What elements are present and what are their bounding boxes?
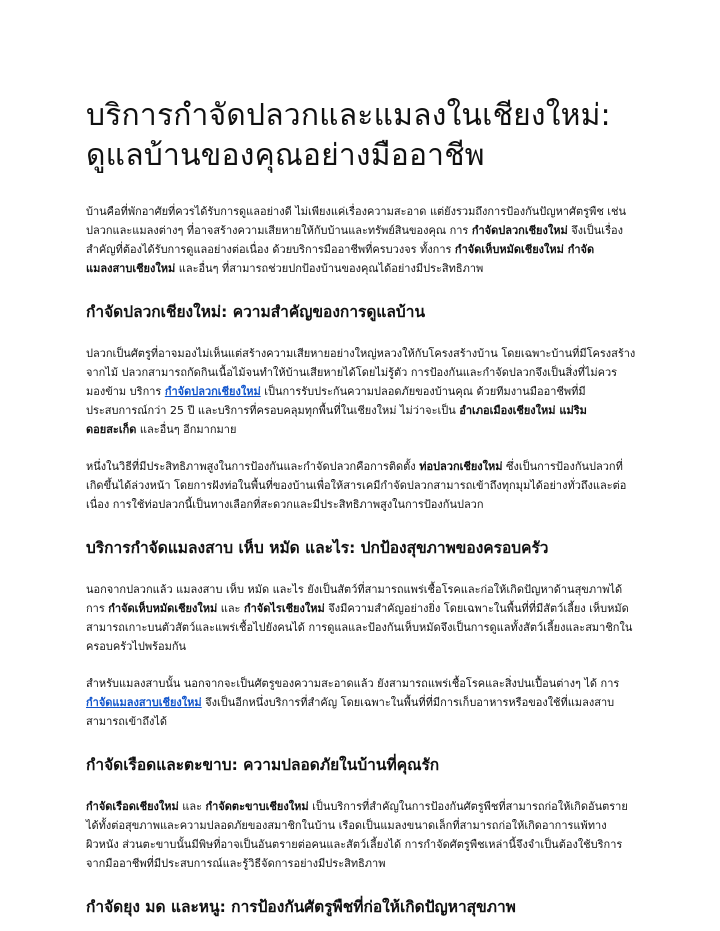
text-run: และอื่นๆ อีกมากมาย — [136, 423, 237, 436]
section-heading-termite: กำจัดปลวกเชียงใหม่: ความสำคัญของการดูแลบ้าน — [86, 303, 426, 321]
termite-pipe-paragraph — [86, 457, 636, 514]
text-run: และ — [178, 800, 206, 813]
page-title-line-2: ดูแลบ้านของคุณอย่างมืออาชีพ — [86, 138, 485, 173]
flea-paragraph — [86, 580, 636, 656]
bold-keyword: กำจัดเรือดเชียงใหม่ — [86, 800, 179, 813]
section-heading-bedbug: กำจัดเรือดและตะขาบ: ความปลอดภัยในบ้านที่คุณรัก — [86, 756, 440, 774]
text-run: ปลวกเป็นศัตรูที่อาจมองไม่เห็นแต่สร้างความเสียหายอย่างใหญ่หลวงให้กับโครงสร้างบ้าน โดยเฉพาะบ้านที่มีโครงสร้างจากไม้ ปลวกสามารถกัดกินเนื้อไม้จนทำให้บ้านเสียหายได้โดยไม่รู้ตัว การป้องกันและกำจัดปลวกจึงเป็นสิ่งที่ไม่ควรมองข้าม บริการ — [86, 347, 636, 398]
text-run: บ้านคือที่พักอาศัยที่ควรได้รับการดูแลอย่างดี ไม่เพียงแค่เรื่องความสะอาด แต่ยังรวมถึงการป้องกันปัญหาศัตรูพืช เช่น ปลวกและแมลงต่างๆ ที่อาจสร้างความเสียหายให้กับบ้านและทรัพย์สินของคุณ การ — [86, 205, 627, 237]
text-run: และ — [217, 602, 244, 615]
page-title-line-1: บริการกำจัดปลวกและแมลงในเชียงใหม่: — [86, 98, 611, 133]
page-title — [86, 96, 636, 176]
text-run: จึงเป็นอีกหนึ่งบริการที่สำคัญ โดยเฉพาะในพื้นที่ที่มีการเก็บอาหารหรือของใช้ที่แมลงสาบสามารถเข้าถึงได้ — [86, 696, 615, 728]
bedbug-paragraph — [86, 797, 636, 873]
bold-keyword: กำจัดเห็บหมัดเชียงใหม่ กำจัดแมลงสาบเชียงใหม่ — [86, 243, 595, 275]
bold-keyword: กำจัดไรเชียงใหม่ — [243, 602, 325, 615]
text-run: หนึ่งในวิธีที่มีประสิทธิภาพสูงในการป้องกันและกำจัดปลวกคือการติดตั้ง — [86, 460, 420, 473]
text-run: และอื่นๆ ที่สามารถช่วยปกป้องบ้านของคุณได้อย่างมีประสิทธิภาพ — [175, 262, 484, 275]
section-heading-cockroach: บริการกำจัดแมลงสาบ เห็บ หมัด และไร: ปกป้องสุขภาพของครอบครัว — [86, 539, 549, 557]
bold-keyword: กำจัดตะขาบเชียงใหม่ — [205, 800, 309, 813]
text-run: นอกจากปลวกแล้ว แมลงสาบ เห็บ หมัด และไร ยังเป็นสัตว์ที่สามารถแพร่เชื้อโรคและก่อให้เกิดปัญหาด้านสุขภาพได้ การ — [86, 583, 623, 615]
cockroach-paragraph — [86, 674, 636, 731]
text-run: ซึ่งเป็นการป้องกันปลวกที่เกิดขึ้นได้ล่วงหน้า โดยการฝังท่อในพื้นที่ของบ้านเพื่อให้สารเคมีกำจัดปลวกสามารถเข้าถึงทุกมุมได้อย่างทั่วถึงและต่อเนื่อง การใช้ท่อปลวกนี้เป็นทางเลือกที่สะดวกและมีประสิทธิภาพสูงในการป้องกันปลวก — [86, 460, 627, 511]
bold-keyword: กำจัดปลวกเชียงใหม่ — [471, 224, 568, 237]
intro-paragraph — [86, 202, 636, 278]
bold-keyword: อำเภอเมืองเชียงใหม่ แม่ริม ดอยสะเก็ด — [86, 404, 587, 436]
termite-link[interactable]: กำจัดปลวกเชียงใหม่ — [164, 385, 261, 398]
text-run: สำหรับแมลงสาบนั้น นอกจากจะเป็นศัตรูของความสะอาดแล้ว ยังสามารถแพร่เชื้อโรคและสิ่งปนเปื้อนต่างๆ ได้ การ — [86, 677, 620, 690]
termite-paragraph — [86, 344, 636, 439]
text-run: เป็นบริการที่สำคัญในการป้องกันศัตรูพืชที่สามารถก่อให้เกิดอันตรายได้ทั้งต่อสุขภาพและความปลอดภัยของสมาชิกในบ้าน เรือดเป็นแมลงขนาดเล็กที่สามารถก่อให้เกิดอาการแพ้ทางผิวหนัง ส่วนตะขาบนั้นมีพิษที่อาจเป็นอันตรายต่อคนและสัตว์เลี้ยงได้ การกำจัดศัตรูพืชเหล่านี้จึงจำเป็นต้องใช้บริการจากมืออาชีพที่มีประสบการณ์และรู้วิธีจัดการอย่างมีประสิทธิภาพ — [86, 800, 628, 870]
bold-keyword: ท่อปลวกเชียงใหม่ — [419, 460, 503, 473]
text-run: เป็นการรับประกันความปลอดภัยของบ้านคุณ ด้วยทีมงานมืออาชีพที่มีประสบการณ์กว่า 25 ปี และบริการที่ครอบคลุมทุกพื้นที่ในเชียงใหม่ ไม่ว่าจะเป็น — [86, 385, 586, 417]
text-run: จึงมีความสำคัญอย่างยิ่ง โดยเฉพาะในพื้นที่ที่มีสัตว์เลี้ยง เห็บหมัดสามารถเกาะบนตัวสัตว์และแพร่เชื้อไปยังคนได้ การดูแลและป้องกันเห็บหมัดจึงเป็นการดูแลทั้งสัตว์เลี้ยงและสมาชิกในครอบครัวไปพร้อมกัน — [86, 602, 633, 653]
section-heading-mosquito: กำจัดยุง มด และหนู: การป้องกันศัตรูพืชที่ก่อให้เกิดปัญหาสุขภาพ — [86, 898, 516, 916]
cockroach-link[interactable]: กำจัดแมลงสาบเชียงใหม่ — [86, 696, 202, 709]
text-run: จึงเป็นเรื่องสำคัญที่ต้องได้รับการดูแลอย่างต่อเนื่อง ด้วยบริการมืออาชีพที่ครบวงจร ทั้งการ — [86, 224, 623, 256]
bold-keyword: กำจัดเห็บหมัดเชียงใหม่ — [108, 602, 218, 615]
